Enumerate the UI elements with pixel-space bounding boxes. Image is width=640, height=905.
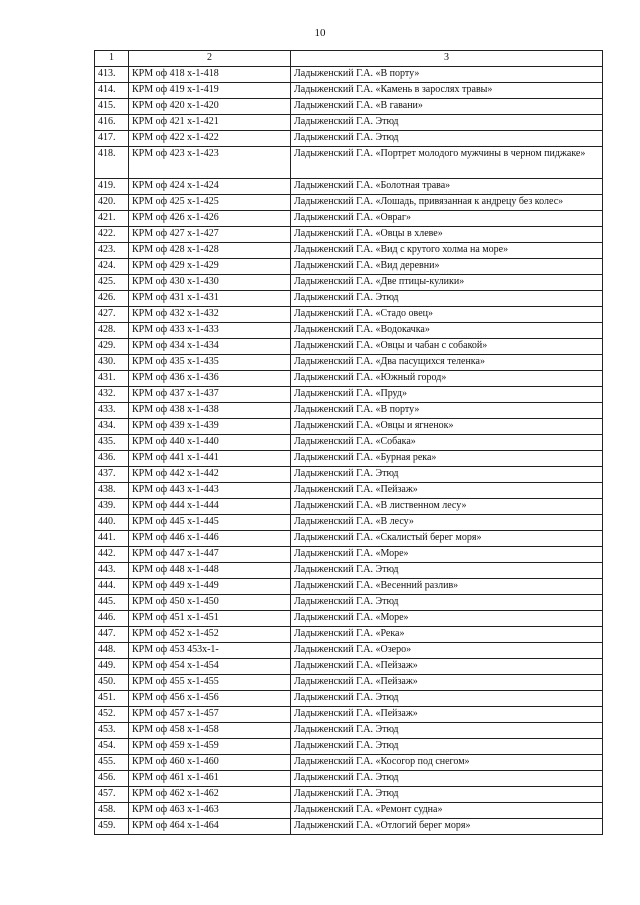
row-number: 446. [95, 611, 129, 627]
inventory-code: КРМ оф 440 х-1-440 [129, 435, 291, 451]
table-row [95, 691, 603, 707]
table-row [95, 803, 603, 819]
row-number: 421. [95, 211, 129, 227]
inventory-code: КРМ оф 438 х-1-438 [129, 403, 291, 419]
artwork-description: Ладыженский Г.А. «Пейзаж» [291, 707, 603, 723]
artwork-description: Ладыженский Г.А. «В лесу» [291, 515, 603, 531]
artwork-description: Ладыженский Г.А. Этюд [291, 467, 603, 483]
inventory-code: КРМ оф 448 х-1-448 [129, 563, 291, 579]
artwork-description: Ладыженский Г.А. «Бурная река» [291, 451, 603, 467]
row-number: 432. [95, 387, 129, 403]
row-number: 418. [95, 147, 129, 179]
row-number: 431. [95, 371, 129, 387]
row-number: 415. [95, 99, 129, 115]
artwork-description: Ладыженский Г.А. Этюд [291, 563, 603, 579]
row-number: 430. [95, 355, 129, 371]
page-number: 10 [314, 27, 326, 39]
row-number: 450. [95, 675, 129, 691]
table-row [95, 419, 603, 435]
inventory-code: КРМ оф 439 х-1-439 [129, 419, 291, 435]
table-row [95, 67, 603, 83]
row-number: 437. [95, 467, 129, 483]
row-number: 420. [95, 195, 129, 211]
table-row [95, 403, 603, 419]
inventory-code: КРМ оф 450 х-1-450 [129, 595, 291, 611]
row-number: 458. [95, 803, 129, 819]
row-number: 425. [95, 275, 129, 291]
table-row [95, 643, 603, 659]
inventory-code: КРМ оф 418 х-1-418 [129, 67, 291, 83]
inventory-code: КРМ оф 420 х-1-420 [129, 99, 291, 115]
table-header-row [95, 51, 603, 67]
table-row [95, 179, 603, 195]
inventory-code: КРМ оф 458 х-1-458 [129, 723, 291, 739]
row-number: 429. [95, 339, 129, 355]
artwork-description: Ладыженский Г.А. «Скалистый берег моря» [291, 531, 603, 547]
row-number: 419. [95, 179, 129, 195]
table-row [95, 723, 603, 739]
table-body [95, 67, 603, 835]
artwork-description: Ладыженский Г.А. «Овраг» [291, 211, 603, 227]
table-row [95, 515, 603, 531]
row-number: 413. [95, 67, 129, 83]
inventory-code: КРМ оф 434 х-1-434 [129, 339, 291, 355]
inventory-code: КРМ оф 461 х-1-461 [129, 771, 291, 787]
artwork-description: Ладыженский Г.А. «Море» [291, 547, 603, 563]
table-row [95, 211, 603, 227]
inventory-code: КРМ оф 423 х-1-423 [129, 147, 291, 179]
row-number: 424. [95, 259, 129, 275]
row-number: 443. [95, 563, 129, 579]
artwork-description: Ладыженский Г.А. «Овцы и чабан с собакой» [291, 339, 603, 355]
inventory-code: КРМ оф 457 х-1-457 [129, 707, 291, 723]
table-row [95, 195, 603, 211]
inventory-code: КРМ оф 456 х-1-456 [129, 691, 291, 707]
column-header-inventory-code: 2 [129, 51, 291, 67]
artwork-description: Ладыженский Г.А. «Море» [291, 611, 603, 627]
artwork-description: Ладыженский Г.А. «Отлогий берег моря» [291, 819, 603, 835]
inventory-code: КРМ оф 433 х-1-433 [129, 323, 291, 339]
artwork-description: Ладыженский Г.А. «Весенний разлив» [291, 579, 603, 595]
table-row [95, 83, 603, 99]
artwork-description: Ладыженский Г.А. Этюд [291, 115, 603, 131]
artwork-description: Ладыженский Г.А. Этюд [291, 595, 603, 611]
table-row [95, 563, 603, 579]
artwork-description: Ладыженский Г.А. «В порту» [291, 67, 603, 83]
inventory-code: КРМ оф 442 х-1-442 [129, 467, 291, 483]
row-number: 435. [95, 435, 129, 451]
row-number: 456. [95, 771, 129, 787]
artwork-description: Ладыженский Г.А. «Пейзаж» [291, 659, 603, 675]
inventory-code: КРМ оф 429 х-1-429 [129, 259, 291, 275]
artwork-description: Ладыженский Г.А. «Камень в зарослях травы» [291, 83, 603, 99]
row-number: 453. [95, 723, 129, 739]
table-row [95, 595, 603, 611]
inventory-code: КРМ оф 454 х-1-454 [129, 659, 291, 675]
artwork-description: Ладыженский Г.А. «Два пасущихся теленка» [291, 355, 603, 371]
row-number: 422. [95, 227, 129, 243]
artwork-description: Ладыженский Г.А. «Стадо овец» [291, 307, 603, 323]
row-number: 449. [95, 659, 129, 675]
column-header-description: 3 [291, 51, 603, 67]
table-row [95, 115, 603, 131]
inventory-code: КРМ оф 431 х-1-431 [129, 291, 291, 307]
table-row [95, 787, 603, 803]
inventory-code: КРМ оф 419 х-1-419 [129, 83, 291, 99]
row-number: 428. [95, 323, 129, 339]
artwork-description: Ладыженский Г.А. Этюд [291, 739, 603, 755]
artwork-description: Ладыженский Г.А. «Ремонт судна» [291, 803, 603, 819]
artwork-description: Ладыженский Г.А. «В лиственном лесу» [291, 499, 603, 515]
table-row [95, 147, 603, 179]
artwork-description: Ладыженский Г.А. Этюд [291, 787, 603, 803]
table-row [95, 99, 603, 115]
row-number: 447. [95, 627, 129, 643]
artwork-description: Ладыженский Г.А. «Овцы и ягненок» [291, 419, 603, 435]
inventory-table [94, 50, 603, 835]
inventory-code: КРМ оф 447 х-1-447 [129, 547, 291, 563]
row-number: 423. [95, 243, 129, 259]
inventory-code: КРМ оф 459 х-1-459 [129, 739, 291, 755]
inventory-code: КРМ оф 425 х-1-425 [129, 195, 291, 211]
inventory-code: КРМ оф 462 х-1-462 [129, 787, 291, 803]
row-number: 439. [95, 499, 129, 515]
artwork-description: Ладыженский Г.А. «Южный город» [291, 371, 603, 387]
table-row [95, 451, 603, 467]
table-row [95, 611, 603, 627]
inventory-code: КРМ оф 445 х-1-445 [129, 515, 291, 531]
table-row [95, 467, 603, 483]
row-number: 448. [95, 643, 129, 659]
artwork-description: Ладыженский Г.А. «Водокачка» [291, 323, 603, 339]
table-row [95, 371, 603, 387]
inventory-code: КРМ оф 441 х-1-441 [129, 451, 291, 467]
inventory-code: КРМ оф 435 х-1-435 [129, 355, 291, 371]
table-row [95, 499, 603, 515]
inventory-code: КРМ оф 444 х-1-444 [129, 499, 291, 515]
artwork-description: Ладыженский Г.А. «Пейзаж» [291, 483, 603, 499]
row-number: 459. [95, 819, 129, 835]
table-row [95, 739, 603, 755]
inventory-code: КРМ оф 430 х-1-430 [129, 275, 291, 291]
artwork-description: Ладыженский Г.А. «Две птицы-кулики» [291, 275, 603, 291]
artwork-description: Ладыженский Г.А. «Вид деревни» [291, 259, 603, 275]
inventory-code: КРМ оф 463 х-1-463 [129, 803, 291, 819]
inventory-code: КРМ оф 437 х-1-437 [129, 387, 291, 403]
table-row [95, 387, 603, 403]
artwork-description: Ладыженский Г.А. «Овцы в хлеве» [291, 227, 603, 243]
inventory-code: КРМ оф 432 х-1-432 [129, 307, 291, 323]
inventory-code: КРМ оф 453 453х-1- [129, 643, 291, 659]
inventory-code: КРМ оф 443 х-1-443 [129, 483, 291, 499]
table-row [95, 291, 603, 307]
inventory-code: КРМ оф 421 х-1-421 [129, 115, 291, 131]
row-number: 427. [95, 307, 129, 323]
row-number: 438. [95, 483, 129, 499]
row-number: 452. [95, 707, 129, 723]
table-row [95, 131, 603, 147]
inventory-code: КРМ оф 451 х-1-451 [129, 611, 291, 627]
table-row [95, 227, 603, 243]
table-row [95, 755, 603, 771]
artwork-description: Ладыженский Г.А. Этюд [291, 691, 603, 707]
artwork-description: Ладыженский Г.А. «Река» [291, 627, 603, 643]
table-row [95, 659, 603, 675]
table-row [95, 323, 603, 339]
inventory-code: КРМ оф 449 х-1-449 [129, 579, 291, 595]
inventory-code: КРМ оф 452 х-1-452 [129, 627, 291, 643]
artwork-description: Ладыженский Г.А. Этюд [291, 771, 603, 787]
row-number: 417. [95, 131, 129, 147]
inventory-code: КРМ оф 422 х-1-422 [129, 131, 291, 147]
table-row [95, 435, 603, 451]
table-row [95, 259, 603, 275]
artwork-description: Ладыженский Г.А. «Озеро» [291, 643, 603, 659]
row-number: 414. [95, 83, 129, 99]
row-number: 433. [95, 403, 129, 419]
row-number: 426. [95, 291, 129, 307]
inventory-code: КРМ оф 455 х-1-455 [129, 675, 291, 691]
inventory-code: КРМ оф 427 х-1-427 [129, 227, 291, 243]
table-row [95, 771, 603, 787]
table-row [95, 531, 603, 547]
artwork-description: Ладыженский Г.А. «Пейзаж» [291, 675, 603, 691]
artwork-description: Ладыженский Г.А. Этюд [291, 131, 603, 147]
artwork-description: Ладыженский Г.А. «Вид с крутого холма на море» [291, 243, 603, 259]
row-number: 455. [95, 755, 129, 771]
inventory-code: КРМ оф 428 х-1-428 [129, 243, 291, 259]
table-row [95, 243, 603, 259]
artwork-description: Ладыженский Г.А. «Болотная трава» [291, 179, 603, 195]
table-row [95, 275, 603, 291]
row-number: 440. [95, 515, 129, 531]
table-row [95, 627, 603, 643]
artwork-description: Ладыженский Г.А. «В гавани» [291, 99, 603, 115]
table-row [95, 483, 603, 499]
artwork-description: Ладыженский Г.А. «Пруд» [291, 387, 603, 403]
artwork-description: Ладыженский Г.А. «В порту» [291, 403, 603, 419]
row-number: 457. [95, 787, 129, 803]
column-header-number: 1 [95, 51, 129, 67]
artwork-description: Ладыженский Г.А. «Собака» [291, 435, 603, 451]
row-number: 454. [95, 739, 129, 755]
row-number: 416. [95, 115, 129, 131]
row-number: 434. [95, 419, 129, 435]
row-number: 436. [95, 451, 129, 467]
row-number: 444. [95, 579, 129, 595]
table-row [95, 339, 603, 355]
table-row [95, 707, 603, 723]
table-row [95, 307, 603, 323]
table-row [95, 579, 603, 595]
row-number: 445. [95, 595, 129, 611]
artwork-description: Ладыженский Г.А. «Косогор под снегом» [291, 755, 603, 771]
table-row [95, 547, 603, 563]
inventory-code: КРМ оф 426 х-1-426 [129, 211, 291, 227]
row-number: 441. [95, 531, 129, 547]
row-number: 451. [95, 691, 129, 707]
row-number: 442. [95, 547, 129, 563]
inventory-code: КРМ оф 460 х-1-460 [129, 755, 291, 771]
artwork-description: Ладыженский Г.А. Этюд [291, 723, 603, 739]
inventory-code: КРМ оф 464 х-1-464 [129, 819, 291, 835]
table-row [95, 355, 603, 371]
artwork-description: Ладыженский Г.А. «Портрет молодого мужчины в черном пиджаке» [291, 147, 603, 179]
table-row [95, 819, 603, 835]
artwork-description: Ладыженский Г.А. Этюд [291, 291, 603, 307]
inventory-code: КРМ оф 436 х-1-436 [129, 371, 291, 387]
inventory-code: КРМ оф 446 х-1-446 [129, 531, 291, 547]
artwork-description: Ладыженский Г.А. «Лошадь, привязанная к андрецу без колес» [291, 195, 603, 211]
table-row [95, 675, 603, 691]
inventory-code: КРМ оф 424 х-1-424 [129, 179, 291, 195]
